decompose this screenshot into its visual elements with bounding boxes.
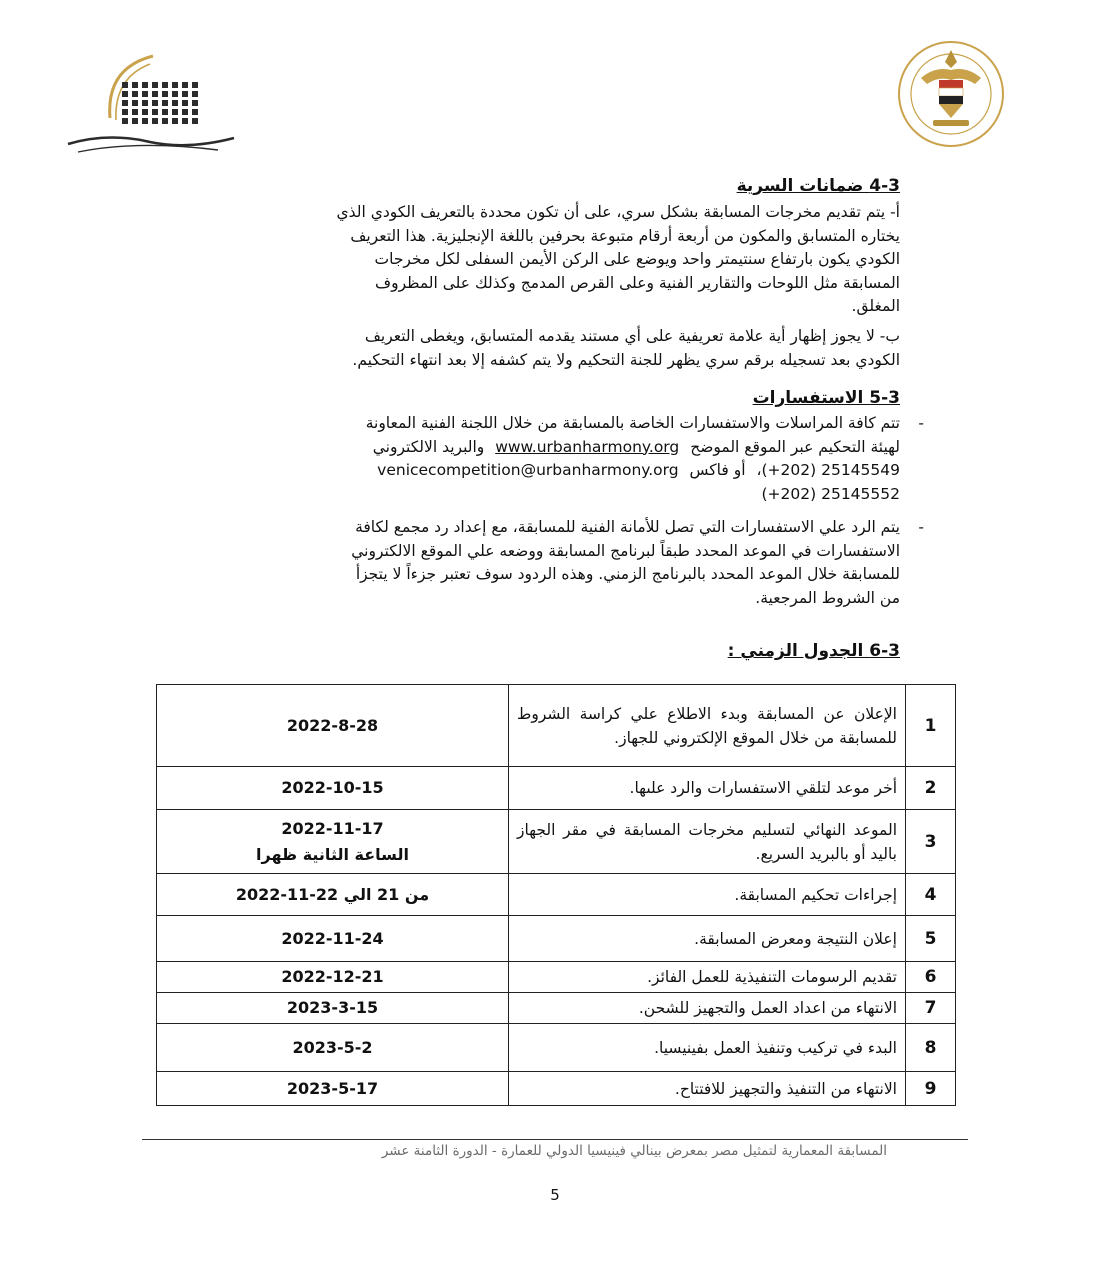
table-row <box>157 993 956 1024</box>
paragraph-line: من الشروط المرجعية. <box>755 588 900 607</box>
row-number: 6 <box>906 962 956 993</box>
paragraph-line: الكودي بعد تسجيله برقم سري يظهر للجنة التحكيم ولا يتم كشفه إلا بعد انتهاء التحكيم. <box>352 350 900 369</box>
date-value: من 21 الي 22-11-2022 <box>235 884 430 904</box>
row-description: تقديم الرسومات التنفيذية للعمل الفائز. <box>509 962 906 993</box>
row-date <box>157 874 509 916</box>
row-date <box>157 1024 509 1072</box>
paragraph-line: المسابقة مثل اللوحات والتقارير الفنية وعلى القرص المدمج وكذلك على المظروف <box>375 273 900 292</box>
table-row <box>157 916 956 962</box>
row-number: 3 <box>906 810 956 874</box>
page-number: 5 <box>550 1186 560 1204</box>
row-description: الإعلان عن المسابقة وبدء الاطلاع علي كراسة الشروط للمسابقة من خلال الموقع الإلكتروني للجهاز. <box>509 685 906 767</box>
paragraph-line: أ- يتم تقديم مخرجات المسابقة بشكل سري، على أن تكون محددة بالتعريف الكودي الذي <box>336 203 900 221</box>
paragraph-line <box>140 436 900 460</box>
date-value: 2022-11-24 <box>281 928 384 948</box>
table-row <box>157 767 956 810</box>
table-row <box>157 874 956 916</box>
fax-number-2: (+202) 25145552 <box>761 484 900 503</box>
row-description: البدء في تركيب وتنفيذ العمل بفينيسيا. <box>509 1024 906 1072</box>
row-number: 8 <box>906 1024 956 1072</box>
table-row <box>157 685 956 767</box>
section-5-3-title: 5-3 الاستفسارات <box>752 388 900 408</box>
section-4-3-title: 4-3 ضمانات السرية <box>736 176 900 196</box>
row-date <box>157 685 509 767</box>
row-date <box>157 993 509 1024</box>
website-link[interactable]: www.urbanharmony.org <box>495 437 680 456</box>
inline-text: لهيئة التحكيم عبر الموقع الموضح <box>690 437 900 456</box>
date-value: 2022-11-17 <box>281 818 384 838</box>
paragraph-line: ب- لا يجوز إظهار أية علامة تعريفية على أي مستند يقدمه المتسابق، ويغطى التعريف <box>364 327 900 345</box>
table-row <box>157 810 956 874</box>
inline-text: أو فاكس <box>689 461 746 479</box>
inquiries-item-1 <box>140 412 924 506</box>
row-number: 9 <box>906 1072 956 1106</box>
row-date <box>157 810 509 874</box>
table-row <box>157 1072 956 1106</box>
paragraph-line: الكودي يكون بارتفاع سنتيمتر واحد ويوضع على الركن الأيمن السفلى لكل مخرجات <box>374 250 900 268</box>
row-description: إعلان النتيجة ومعرض المسابقة. <box>509 916 906 962</box>
bullet-dash: - <box>918 414 924 432</box>
paragraph-line: للمسابقة خلال الموعد المحدد بالبرنامج الزمني. وهذه الردود سوف تعتبر جزءاً لا يتجزأ <box>355 565 900 583</box>
row-number: 1 <box>906 685 956 767</box>
ministry-of-culture-emblem <box>895 38 1007 150</box>
inline-text: والبريد الالكتروني <box>372 437 485 456</box>
row-number: 2 <box>906 767 956 810</box>
date-value: 2023-5-2 <box>292 1037 373 1057</box>
paragraph-line: يتم الرد علي الاستفسارات التي تصل للأمانة الفنية للمسابقة، مع إعداد رد مجمع لكافة <box>355 518 900 536</box>
paragraph-line: (+202) 25145549، أو فاكس venicecompetition@urbanharmony.org <box>377 461 900 479</box>
table-row <box>157 962 956 993</box>
inquiries-item-2 <box>140 516 924 610</box>
date-value: 2023-3-15 <box>286 998 379 1017</box>
row-description: الانتهاء من التنفيذ والتجهيز للافتتاح. <box>509 1072 906 1106</box>
row-number: 4 <box>906 874 956 916</box>
paragraph-line: المغلق. <box>851 297 900 315</box>
row-number: 7 <box>906 993 956 1024</box>
section-4-3-paragraph-b <box>140 325 900 372</box>
email-address[interactable]: venicecompetition@urbanharmony.org <box>377 461 679 479</box>
paragraph-line <box>140 483 900 507</box>
paragraph-line: تتم كافة المراسلات والاستفسارات الخاصة بالمسابقة من خلال اللجنة الفنية المعاونة <box>365 414 900 432</box>
row-date <box>157 916 509 962</box>
footer-text: المسابقة المعمارية لتمثيل مصر بمعرض بينالي فينيسيا الدولي للعمارة - الدورة الثامنة عشر <box>381 1143 887 1159</box>
date-value: 2022-12-21 <box>281 967 384 986</box>
row-number: 5 <box>906 916 956 962</box>
urban-harmony-logo <box>58 48 244 158</box>
row-description: إجراءات تحكيم المسابقة. <box>509 874 906 916</box>
paragraph-line: يختاره المتسابق والمكون من أربعة أرقام متبوعة بحرفين باللغة الإنجليزية. هذا التعريف <box>350 226 900 245</box>
schedule-table <box>156 684 956 1106</box>
section-6-3-title: 6-3 الجدول الزمني : <box>727 641 900 661</box>
bullet-dash: - <box>918 518 924 536</box>
row-description: الانتهاء من اعداد العمل والتجهيز للشحن. <box>509 993 906 1024</box>
footer-divider <box>142 1139 968 1140</box>
date-value: 2023-5-17 <box>286 1078 379 1098</box>
fax-number-1: (+202) 25145549 <box>761 461 900 479</box>
date-value: 2022-10-15 <box>281 778 384 797</box>
row-date <box>157 1072 509 1106</box>
date-value: 2022-8-28 <box>286 715 379 735</box>
row-date <box>157 767 509 810</box>
time-value: الساعة الثانية ظهرا <box>256 844 409 864</box>
row-description: الموعد النهائي لتسليم مخرجات المسابقة في مقر الجهاز باليد أو بالبريد السريع. <box>509 810 906 874</box>
row-description: أخر موعد لتلقي الاستفسارات والرد علىها. <box>509 767 906 810</box>
paragraph-line: الاستفسارات في الموعد المحدد طبقاً لبرنامج المسابقة ووضعه علي الموقع الالكتروني <box>351 541 900 560</box>
row-date <box>157 962 509 993</box>
table-row <box>157 1024 956 1072</box>
section-4-3-paragraph-a <box>140 201 900 319</box>
